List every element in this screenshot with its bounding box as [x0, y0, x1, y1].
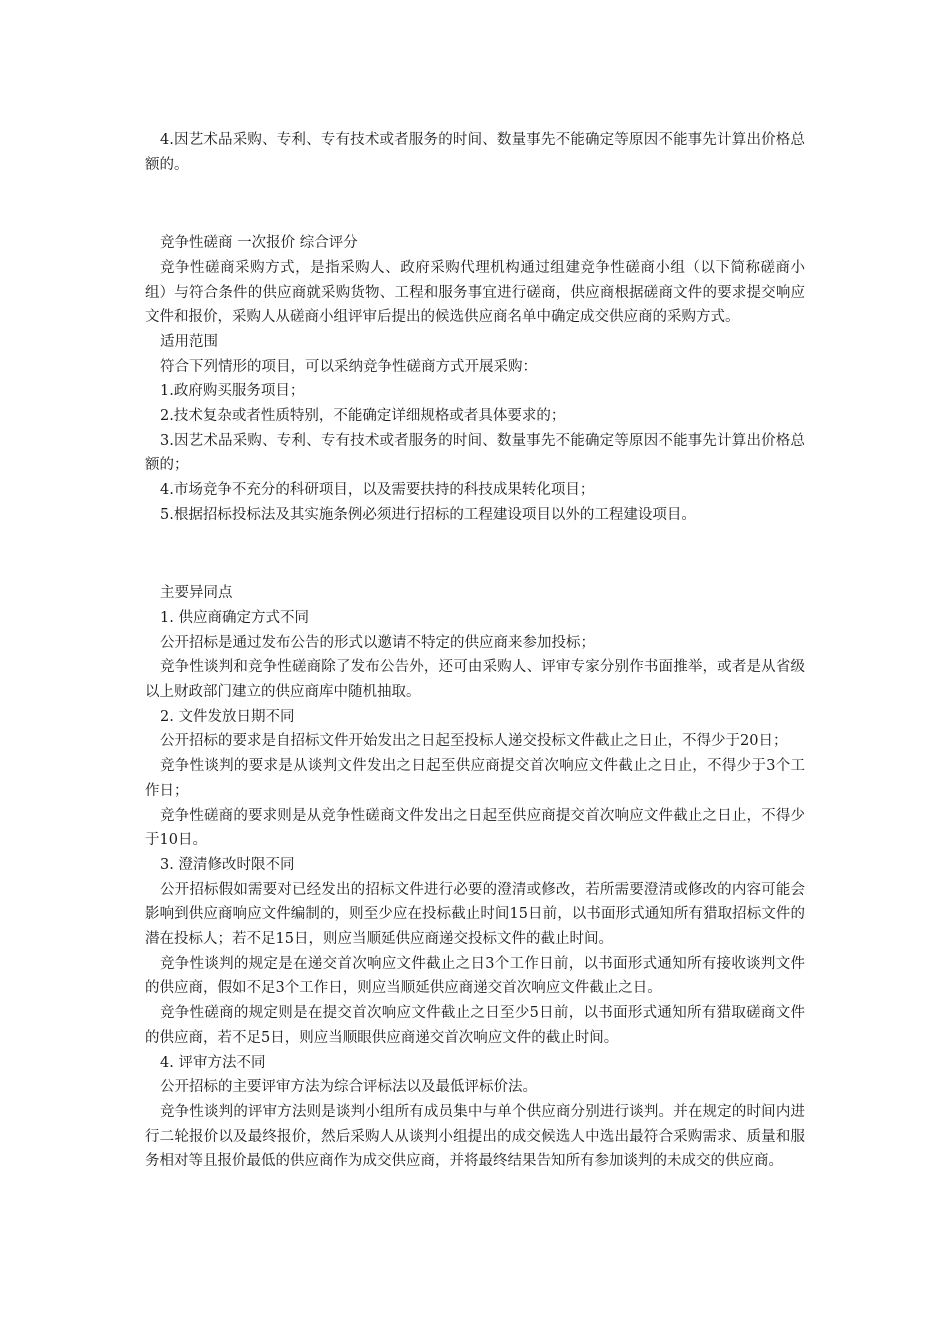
paragraph: 3.因艺术品采购、专利、专有技术或者服务的时间、数量事先不能确定等原因不能事先计算出价格总额的； [145, 432, 805, 474]
blank-line [145, 192, 805, 217]
paragraph: 2.技术复杂或者性质特别，不能确定详细规格或者具体要求的； [160, 408, 566, 425]
paragraph: 公开招标的主要评审方法为综合评标法以及最低评标价法。 [160, 1079, 537, 1096]
paragraph: 公开招标假如需要对已经发出的招标文件进行必要的澄清或修改，若所需要澄清或修改的内容可能会影响到供应商响应文件编制的，则至少应在投标截止时间15日前，以书面形式通知所有猎取招标文件的潜在投标人；若不足15日，则应当顺延供应商递交投标文件的截止时间。 [145, 881, 805, 948]
paragraph: 公开招标是通过发布公告的形式以邀请不特定的供应商来参加投标； [160, 634, 595, 651]
paragraph: 竞争性谈判的评审方法则是谈判小组所有成员集中与单个供应商分别进行谈判。并在规定的时间内进行二轮报价以及最终报价，然后采购人从谈判小组提出的成交候选人中选出最符合采购需求、质量和服务相对等且报价最低的供应商作为成交供应商，并将最终结果告知所有参加谈判的未成交的供应商。 [145, 1103, 805, 1170]
paragraph: 符合下列情形的项目，可以采纳竞争性磋商方式开展采购： [160, 358, 537, 375]
paragraph: 主要异同点 [160, 585, 233, 602]
paragraph: 1. 供应商确定方式不同 [160, 609, 309, 626]
paragraph: 公开招标的要求是自招标文件开始发出之日起至投标人递交投标文件截止之日止，不得少于20日； [160, 733, 788, 750]
paragraph: 竞争性谈判的要求是从谈判文件发出之日起至供应商提交首次响应文件截止之日止，不得少于3个工作日； [145, 758, 805, 799]
paragraph: 适用范围 [160, 333, 218, 350]
document-body [145, 128, 805, 1174]
paragraph: 竞争性磋商 一次报价 综合评分 [160, 235, 358, 252]
paragraph: 竞争性谈判的规定是在递交首次响应文件截止之日3个工作日前，以书面形式通知所有接收谈判文件的供应商，假如不足3个工作日，则应当顺延供应商递交首次响应文件截止之日。 [145, 955, 805, 997]
paragraph: 4.因艺术品采购、专利、专有技术或者服务的时间、数量事先不能确定等原因不能事先计算出价格总额的。 [145, 132, 805, 173]
paragraph: 4. 评审方法不同 [160, 1054, 266, 1071]
paragraph: 3. 澄清修改时限不同 [160, 856, 295, 873]
paragraph: 竞争性谈判和竞争性磋商除了发布公告外，还可由采购人、评审专家分别作书面推举，或者是从省级以上财政部门建立的供应商库中随机抽取。 [145, 659, 805, 701]
paragraph: 2. 文件发放日期不同 [160, 708, 295, 725]
paragraph: 竞争性磋商的规定则是在提交首次响应文件截止之日至少5日前，以书面形式通知所有猎取磋商文件的供应商，若不足5日，则应当顺眼供应商递交首次响应文件的截止时间。 [145, 1005, 805, 1046]
paragraph: 竞争性磋商的要求则是从竞争性磋商文件发出之日起至供应商提交首次响应文件截止之日止，不得少于10日。 [145, 807, 805, 849]
paragraph: 5.根据招标投标法及其实施条例必须进行招标的工程建设项目以外的工程建设项目。 [160, 506, 696, 523]
paragraph: 4.市场竞争不充分的科研项目，以及需要扶持的科技成果转化项目； [160, 482, 595, 499]
paragraph: 1.政府购买服务项目； [160, 383, 305, 400]
blank-line [145, 542, 805, 567]
paragraph: 竞争性磋商采购方式，是指采购人、政府采购代理机构通过组建竞争性磋商小组（以下简称磋商小组）与符合条件的供应商就采购货物、工程和服务事宜进行磋商，供应商根据磋商文件的要求提交响应文件和报价，采购人从磋商小组评审后提出的候选供应商名单中确定成交供应商的采购方式。 [145, 259, 805, 326]
